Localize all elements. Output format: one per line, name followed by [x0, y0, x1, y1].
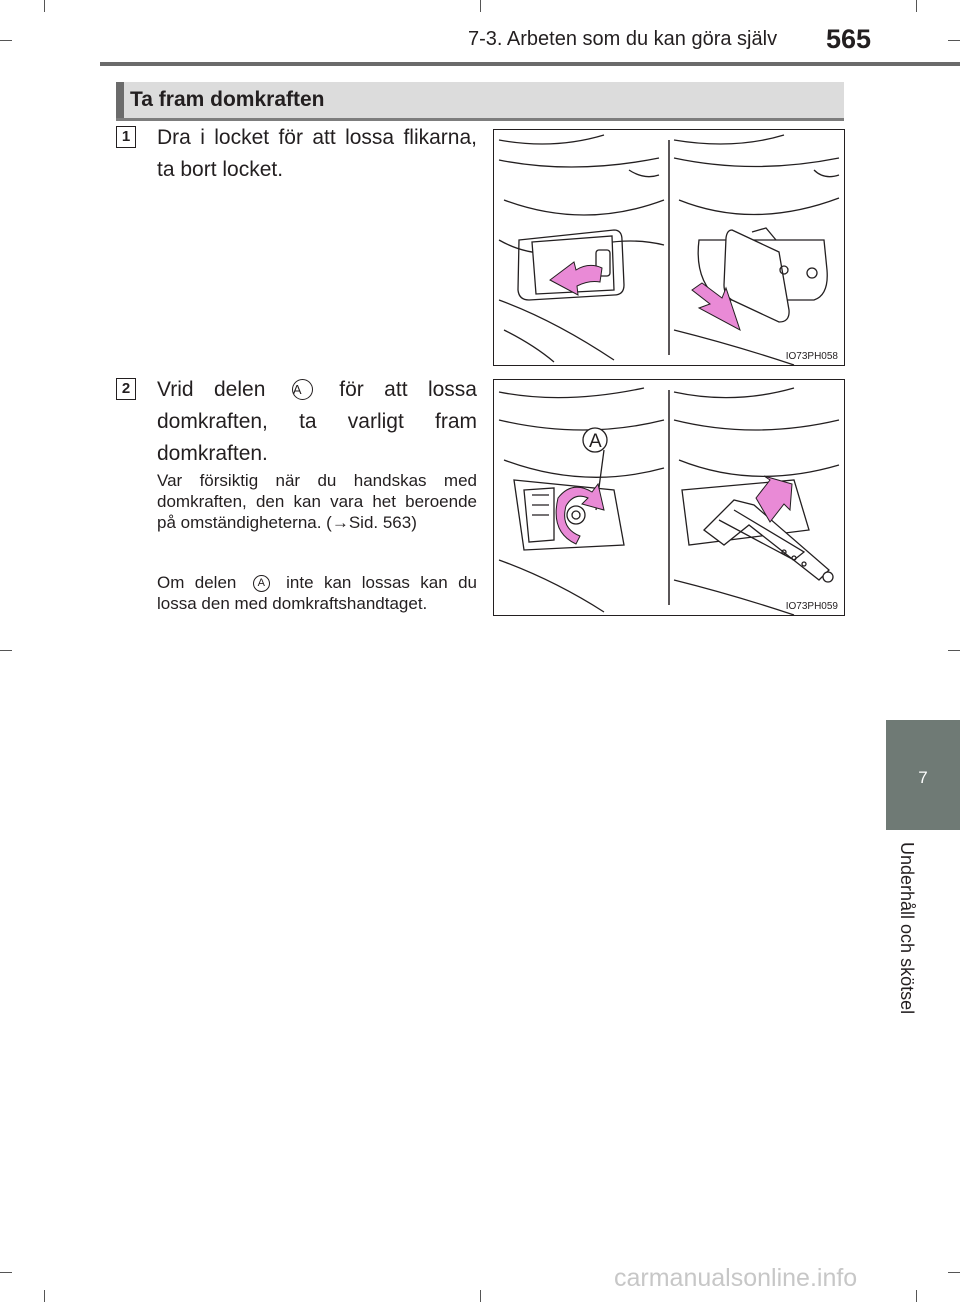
jack-removal-illustration [494, 380, 844, 615]
crop-mark [916, 1290, 917, 1302]
part-a-marker: A [292, 379, 313, 400]
step-number-badge: 2 [116, 378, 136, 400]
step-2-text-before: Vrid delen [157, 378, 266, 401]
crop-mark [44, 0, 45, 12]
crop-mark [480, 0, 481, 12]
crop-mark [948, 650, 960, 651]
caution-note: Var försiktig när du handskas med domkraften, den kan vara het beroende på omständigheterna. (→Sid. 563) [157, 471, 477, 532]
step-number-badge: 1 [116, 126, 136, 148]
part-a-marker: A [253, 575, 270, 592]
chapter-heading: 7-3. Arbeten som du kan göra själv [468, 28, 778, 50]
section-title-bar [116, 82, 844, 121]
crop-mark [0, 40, 12, 41]
step-2-text [157, 374, 477, 470]
chapter-side-label: Underhåll och skötsel [897, 842, 917, 1015]
chapter-number: 7 [918, 768, 928, 787]
figure-label-a: A [589, 431, 602, 452]
crop-mark [948, 1272, 960, 1273]
figure-code: IO73PH058 [785, 351, 838, 362]
crop-mark [0, 650, 12, 651]
header-rule [100, 62, 960, 66]
release-note-after: inte kan lossas kan du lossa den med domkraftshandtaget. [157, 573, 478, 613]
crop-mark [480, 1290, 481, 1302]
crop-mark [44, 1290, 45, 1302]
section-title: Ta fram domkraften [130, 88, 325, 111]
figure-code: IO73PH059 [785, 601, 838, 612]
page-number: 565 [826, 24, 872, 54]
crop-mark [0, 1272, 12, 1273]
release-note-before: Om delen [157, 573, 237, 592]
chapter-tab [886, 720, 960, 830]
step-1-figure [493, 129, 845, 366]
crop-mark [916, 0, 917, 12]
step-1-text: Dra i locket för att lossa flikarna, ta bort locket. [157, 126, 477, 181]
section-accent [116, 82, 124, 118]
step-2-text-after: för att lossa domkraften, ta varligt fram domkraften. [157, 378, 477, 465]
remove-cover-illustration [494, 130, 844, 365]
release-note [157, 572, 477, 614]
crop-mark [948, 40, 960, 41]
step-2-figure [493, 379, 845, 616]
watermark: carmanualsonline.info [614, 1264, 858, 1292]
